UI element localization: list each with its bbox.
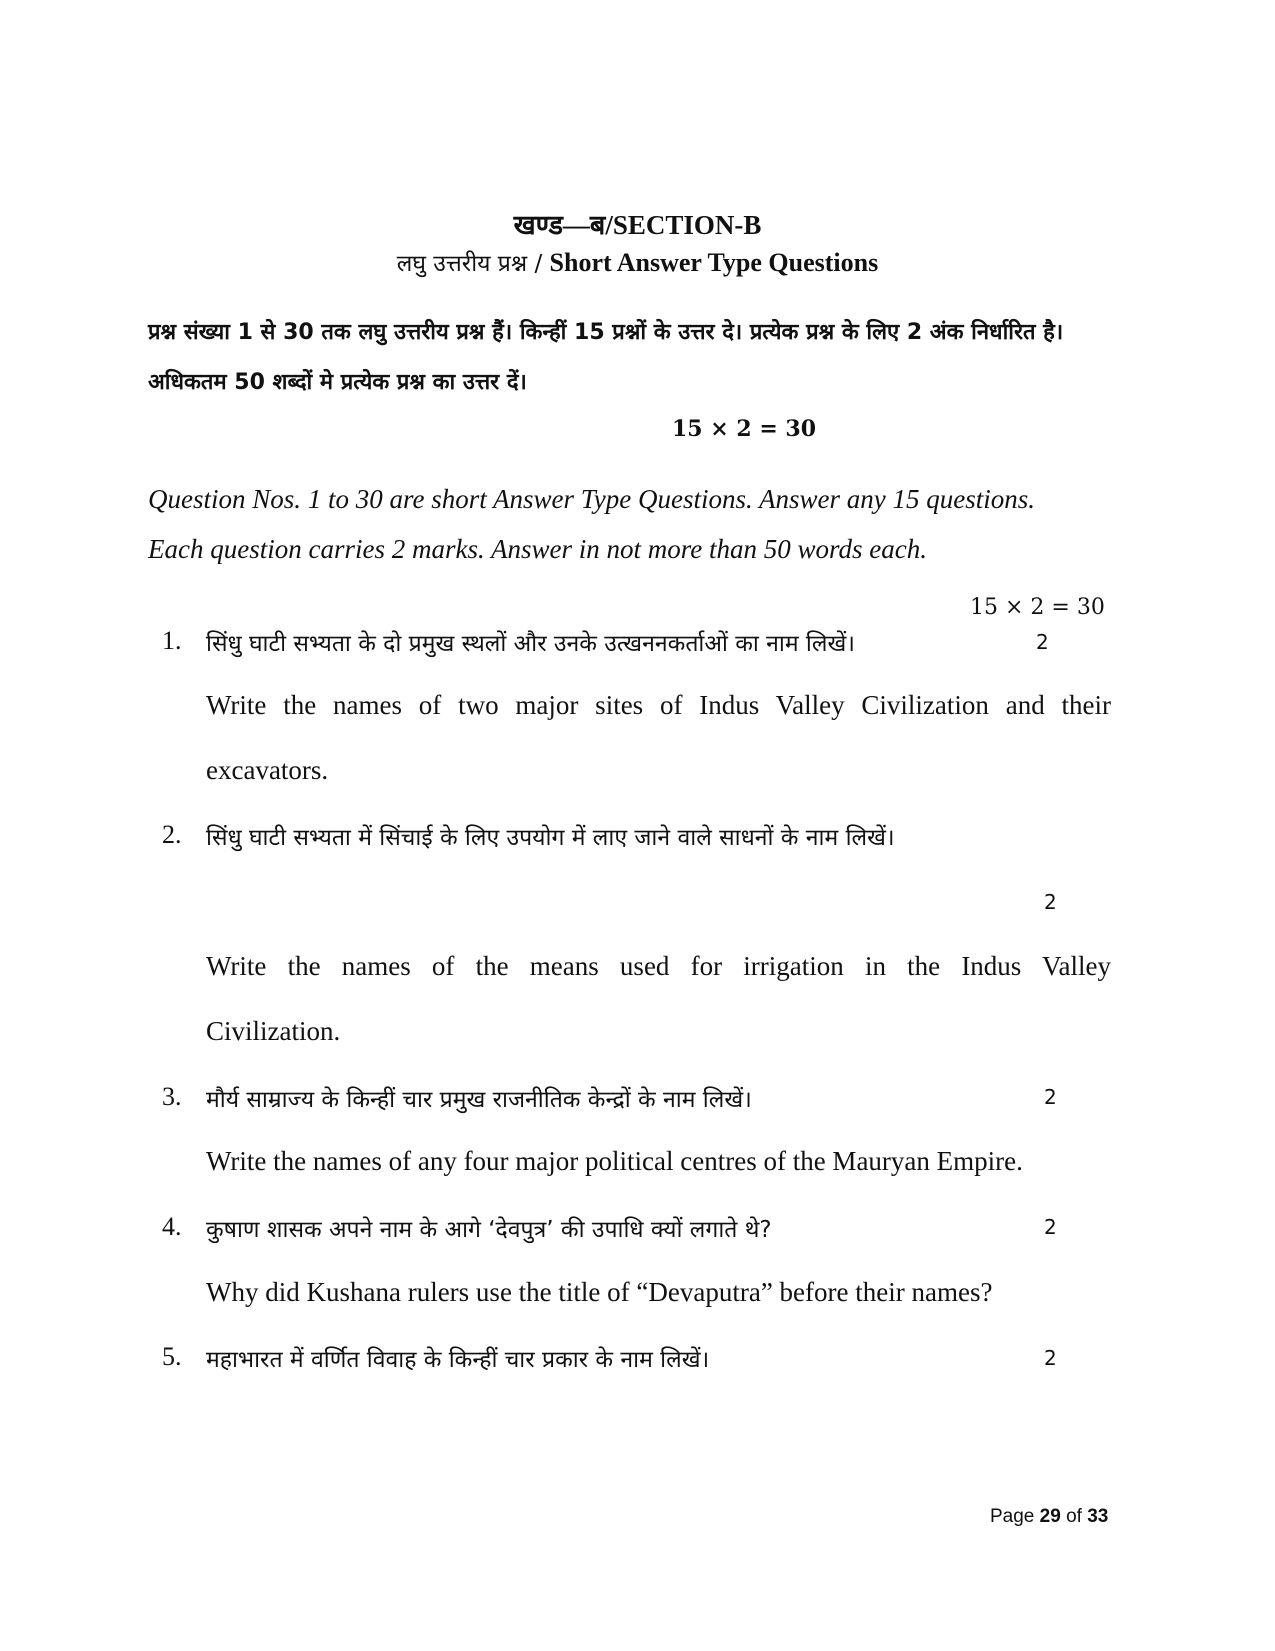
question-2-hindi: सिंधु घाटी सभ्यता में सिंचाई के लिए उपयोग में लाए जाने वाले साधनों के नाम लिखें। bbox=[206, 825, 895, 851]
question-2-english-line-2: Civilization. bbox=[206, 1016, 341, 1046]
footer-page-label: Page bbox=[990, 1506, 1040, 1527]
question-4-number: 4. bbox=[162, 1212, 182, 1241]
instructions-english-line-2: Each question carries 2 marks. Answer in not more than 50 words each. bbox=[148, 534, 927, 564]
instructions-english-marks: 15 × 2 = 30 bbox=[970, 595, 1105, 620]
question-5-hindi: महाभारत में वर्णित विवाह के किन्हीं चार प्रकार के नाम लिखें। bbox=[206, 1347, 710, 1373]
question-4-hindi: कुषाण शासक अपने नाम के आगे ‘देवपुत्र’ की उपाधि क्यों लगाते थे? bbox=[206, 1217, 772, 1243]
question-2-number: 2. bbox=[162, 820, 182, 849]
question-1-english-line-2: excavators. bbox=[206, 755, 329, 785]
question-1-number: 1. bbox=[162, 626, 182, 655]
question-3-english-line-1: Write the names of any four major political centres of the Mauryan Empire. bbox=[206, 1146, 1023, 1176]
question-4-marks: 2 bbox=[1044, 1215, 1057, 1239]
instructions-hindi: प्रश्न संख्या 1 से 30 तक लघु उत्तरीय प्रश्न हैं। किन्हीं 15 प्रश्नों के उत्तर दे। प्रत्येक प्रश्न के लिए 2 अंक निर्धारित है। अधिकतम 50 शब्दों मे प्रत्येक प्रश्न का उत्तर दें। bbox=[148, 320, 1064, 395]
question-3-marks: 2 bbox=[1044, 1085, 1057, 1109]
question-3-number: 3. bbox=[162, 1082, 182, 1111]
section-subtitle-hindi: लघु उत्तरीय प्रश्न / bbox=[396, 251, 550, 277]
question-5-marks: 2 bbox=[1044, 1346, 1057, 1370]
question-3-hindi: मौर्य साम्राज्य के किन्हीं चार प्रमुख राजनीतिक केन्द्रों के नाम लिखें। bbox=[206, 1087, 752, 1113]
footer-page-number: 29 bbox=[1039, 1506, 1061, 1527]
instructions-english-line-1: Question Nos. 1 to 30 are short Answer Type Questions. Answer any 15 questions. bbox=[148, 484, 1036, 514]
instructions-hindi-marks: 15 × 2 = 30 bbox=[672, 416, 817, 442]
footer-total-pages: 33 bbox=[1087, 1506, 1109, 1527]
footer-of-label: of bbox=[1060, 1506, 1088, 1527]
question-2-english-line-1: Write the names of the means used for irrigation in the Indus Valley bbox=[206, 951, 1111, 981]
question-4-english-line-1: Why did Kushana rulers use the title of “Devaputra” before their names? bbox=[206, 1277, 993, 1307]
section-subtitle bbox=[0, 246, 1275, 278]
page-footer bbox=[990, 1506, 1108, 1528]
question-1-marks: 2 bbox=[1036, 630, 1049, 654]
question-2-marks: 2 bbox=[1044, 890, 1057, 914]
section-title: खण्ड—ब/SECTION-B bbox=[513, 210, 762, 240]
question-1-english-line-1: Write the names of two major sites of Indus Valley Civilization and their bbox=[206, 690, 1111, 720]
instructions-english bbox=[148, 474, 1128, 574]
section-subtitle-english: Short Answer Type Questions bbox=[549, 248, 879, 277]
question-1-hindi: सिंधु घाटी सभ्यता के दो प्रमुख स्थलों और उनके उत्खननकर्ताओं का नाम लिखें। bbox=[206, 631, 856, 657]
question-5-number: 5. bbox=[162, 1342, 182, 1371]
